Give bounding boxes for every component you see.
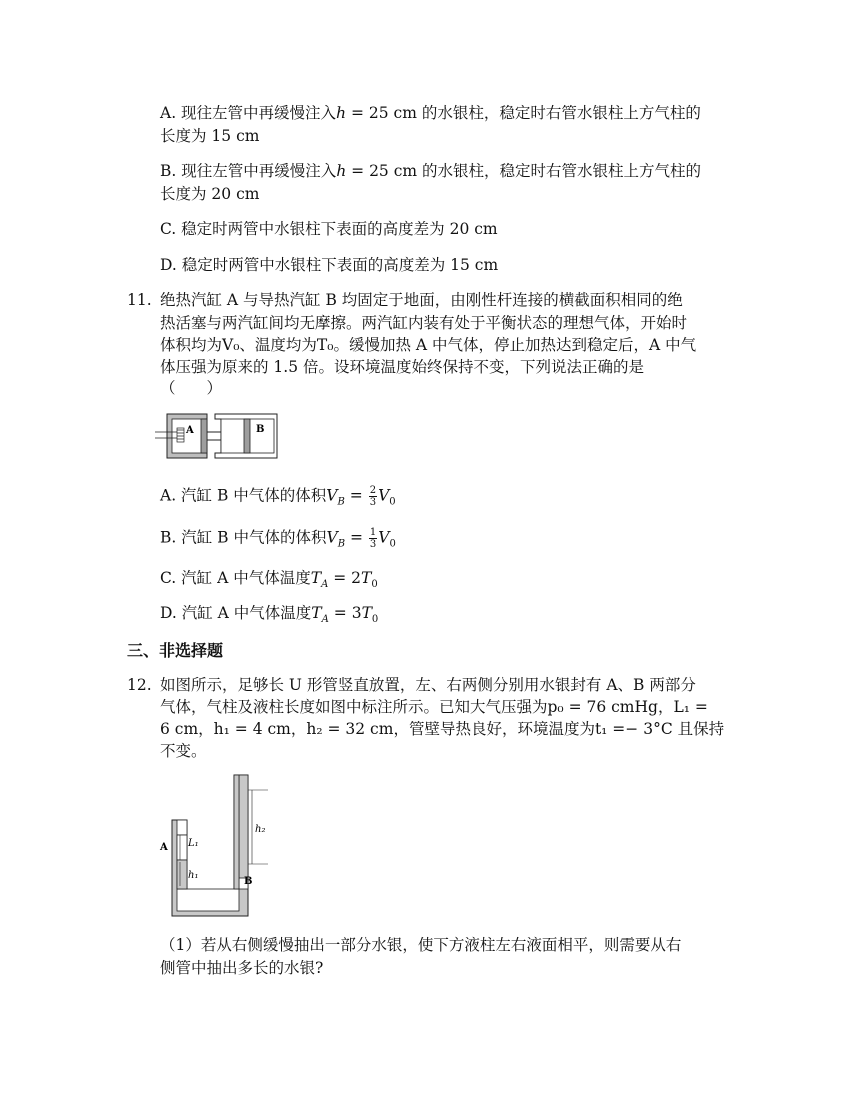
var: T [311,604,322,622]
q12-stem-line1: 如图所示，足够长 U 形管竖直放置，左、右两侧分别用水银封有 A、B 两部分 [160,676,696,694]
denominator: 3 [369,539,377,550]
q11-option-c [160,568,378,595]
q11-figure-label-a: A [186,425,194,436]
q12-sub1-line1: （1）若从右侧缓慢抽出一部分水银，使下方液柱左右液面相平，则需要从右 [160,936,682,954]
fraction [369,485,377,508]
q10-option-a-line2: 长度为 15 cm [160,127,260,145]
q11-option-d-text: D. 汽缸 A 中气体温度 [160,604,312,622]
denominator: 3 [369,497,377,508]
numerator: 1 [369,527,377,538]
var: T [310,569,322,587]
fraction [369,527,377,550]
sub: A [321,614,329,626]
q10-option-b-line2: 长度为 20 cm [160,185,260,203]
q10-option-b-line1: B. 现往左管中再缓慢注入ℎ = 25 cm 的水银柱，稳定时右管水银柱上方气柱的 [160,162,702,180]
q10-option-c: C. 稳定时两管中水银柱下表面的高度差为 20 cm [160,220,498,238]
q11-cylinder-figure [155,410,280,462]
numerator: 2 [369,485,377,496]
q12-u-tube-figure [158,772,273,920]
q12-stem-line4: 不变。 [160,742,207,760]
var: V [326,486,338,505]
q11-stem-line1: 绝热汽缸 A 与导热汽缸 B 均固定于地面，由刚性杆连接的横截面积相同的绝 [160,291,683,309]
tail: V [378,528,390,547]
q12-figure-label-b: B [244,876,253,887]
sub: B [337,538,346,550]
sub: A [321,579,329,591]
q11-option-b [160,527,396,555]
q10-option-a-line1: A. 现往左管中再缓慢注入ℎ = 25 cm 的水银柱，稳定时右管水银柱上方气柱的 [160,104,701,122]
q12-stem-line2: 气体，气柱及液柱长度如图中标注所示。已知大气压强为p₀ = 76 cmHg，L₁ = [160,698,708,716]
q11-stem-line3: 体积均为V₀、温度均为T₀。缓慢加热 A 中气体，停止加热达到稳定后，A 中气 [160,336,697,354]
q12-figure-label-l1: L₁ [188,838,199,849]
tail: V [378,486,390,505]
q11-option-d [160,603,378,630]
q12-figure-label-h2: h₂ [255,824,266,835]
tail-sub: 0 [371,579,378,591]
q11-stem-line2: 热活塞与两汽缸间均无摩擦。两汽缸内装有处于平衡状态的理想气体，开始时 [160,314,688,332]
q11-answer-bracket: （ ） [160,379,223,397]
section-title: 三、非选择题 [127,641,224,660]
q12-figure-label-a: A [160,842,168,853]
q12-stem-line3: 6 cm，h₁ = 4 cm，h₂ = 32 cm，管壁导热良好，环境温度为t₁ =− 3°C 且保持 [160,720,725,738]
q11-figure-label-b: B [256,424,265,435]
eq: = 3 [328,604,362,622]
sub: B [337,496,345,508]
eq: = [344,486,368,505]
q11-option-c-text: C. 汽缸 A 中气体温度 [160,569,311,587]
var: V [326,528,338,547]
q12-number: 12. [127,676,152,694]
eq: = 2 [328,569,361,587]
tail-sub: 0 [389,538,396,550]
q11-option-a-text: A. 汽缸 B 中气体的体积 [160,486,327,505]
tail-sub: 0 [389,496,396,508]
q12-figure-label-h1: h₁ [188,870,199,881]
q11-option-b-text: B. 汽缸 B 中气体的体积 [160,528,327,547]
q12-sub1-line2: 侧管中抽出多长的水银? [160,959,324,977]
eq: = [345,528,368,547]
tail: T [361,569,372,587]
tail: T [361,604,372,622]
q11-number: 11. [127,291,152,309]
q11-option-a [160,485,396,513]
q11-stem-line4: 体压强为原来的 1.5 倍。设环境温度始终保持不变，下列说法正确的是 [160,358,645,376]
tail-sub: 0 [371,614,379,626]
q10-option-d: D. 稳定时两管中水银柱下表面的高度差为 15 cm [160,256,499,274]
